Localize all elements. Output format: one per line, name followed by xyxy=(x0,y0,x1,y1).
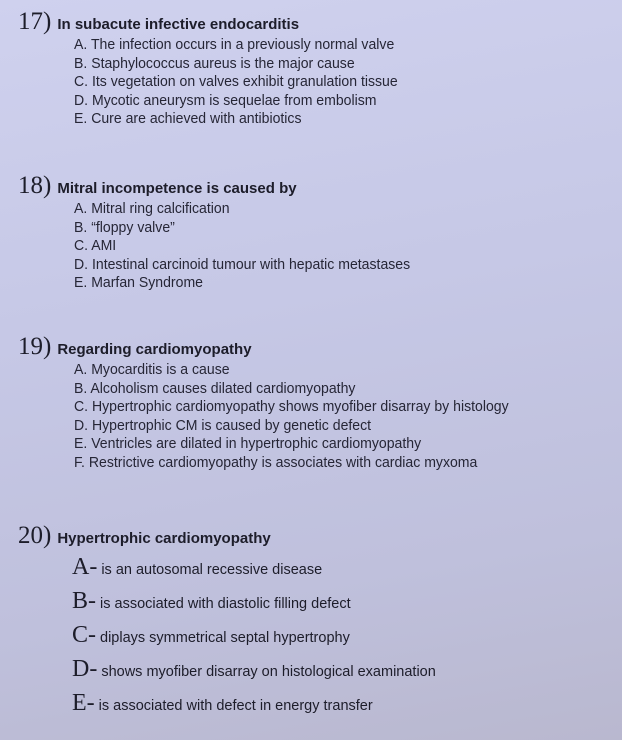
option-c: C. Its vegetation on valves exhibit granulation tissue xyxy=(74,74,398,90)
option-text: is associated with diastolic filling defect xyxy=(100,596,351,612)
option-text: diplays symmetrical septal hypertrophy xyxy=(100,630,350,646)
option-e: E. Marfan Syndrome xyxy=(74,275,203,291)
option-e: E. Cure are achieved with antibiotics xyxy=(74,111,302,127)
option-d: D. Hypertrophic CM is caused by genetic defect xyxy=(74,417,372,434)
option-c xyxy=(72,622,436,656)
option-letter: B- xyxy=(72,588,96,614)
question-number: 20) xyxy=(18,522,52,549)
option-letter: C- xyxy=(72,622,96,648)
option-a xyxy=(72,554,436,588)
option-b: B. “floppy valve” xyxy=(74,219,175,236)
option-f: F. Restrictive cardiomyopathy is associates with cardiac myxoma xyxy=(74,454,478,471)
question-title: Hypertrophic cardiomyopathy xyxy=(57,530,271,547)
option-d: D. Intestinal carcinoid tumour with hepatic metastases xyxy=(74,256,411,273)
question-title: Mitral incompetence is caused by xyxy=(57,180,297,197)
question-title: Regarding cardiomyopathy xyxy=(57,341,252,358)
question-number: 18) xyxy=(18,172,52,199)
question-17 xyxy=(18,8,408,129)
option-d: D. Mycotic aneurysm is sequelae from embolism xyxy=(74,92,377,109)
option-d xyxy=(72,656,436,690)
option-c: C. Hypertrophic cardiomyopathy shows myofiber disarray by histology xyxy=(74,399,509,415)
option-letter: E- xyxy=(72,690,95,716)
option-b xyxy=(72,588,436,622)
option-a: A. Mitral ring calcification xyxy=(74,201,230,217)
option-text: is an autosomal recessive disease xyxy=(101,562,323,578)
option-a: A. The infection occurs in a previously normal valve xyxy=(74,37,395,53)
option-b: B. Alcoholism causes dilated cardiomyopathy xyxy=(74,380,356,397)
option-letter: A- xyxy=(72,554,98,580)
question-number: 17) xyxy=(18,8,52,35)
option-b: B. Staphylococcus aureus is the major cause xyxy=(74,55,355,72)
option-a: A. Myocarditis is a cause xyxy=(74,362,230,378)
question-19 xyxy=(18,333,522,472)
question-18 xyxy=(18,172,421,293)
option-text: is associated with defect in energy transfer xyxy=(98,698,373,714)
option-letter: D- xyxy=(72,656,98,682)
question-title: In subacute infective endocarditis xyxy=(57,16,300,33)
option-e xyxy=(72,690,436,724)
question-20 xyxy=(18,522,436,724)
question-number: 19) xyxy=(18,333,52,360)
option-c: C. AMI xyxy=(74,238,117,254)
option-e: E. Ventricles are dilated in hypertrophic cardiomyopathy xyxy=(74,436,422,452)
option-text: shows myofiber disarray on histological examination xyxy=(101,664,436,680)
